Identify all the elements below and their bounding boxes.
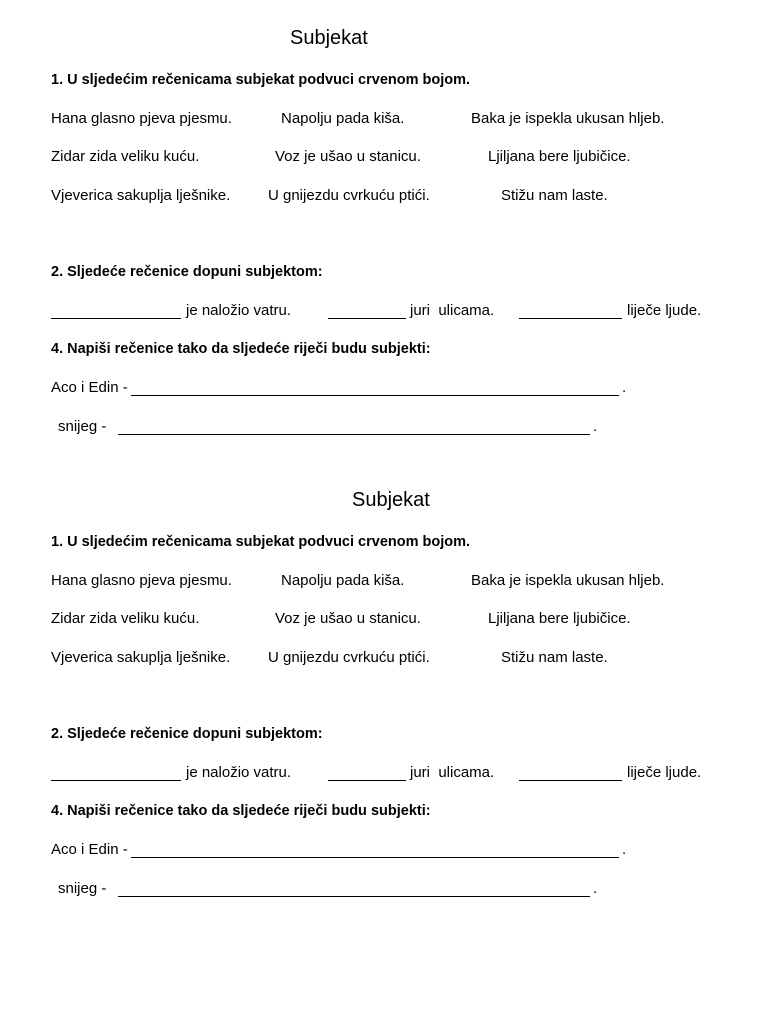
end-mark: . (593, 418, 598, 435)
worksheet-2 (0, 462, 768, 922)
sentence: Hana glasno pjeva pjesmu. (51, 572, 232, 589)
end-mark: . (622, 841, 627, 858)
answer-line[interactable] (131, 383, 619, 396)
question-1-heading: 1. U sljedećim rečenicama subjekat podvuci crvenom bojom. (51, 534, 471, 550)
sentence: Vjeverica sakuplja lješnike. (51, 187, 231, 204)
worksheet-title: Subjekat (290, 27, 368, 49)
sentence-part: juri ulicama. (410, 764, 495, 781)
end-mark: . (622, 379, 627, 396)
sentence: Vjeverica sakuplja lješnike. (51, 649, 231, 666)
question-1-heading: 1. U sljedećim rečenicama subjekat podvuci crvenom bojom. (51, 72, 471, 88)
subject-blank[interactable] (328, 306, 406, 319)
sentence: U gnijezdu cvrkuću ptići. (268, 187, 430, 204)
sentence: Stižu nam laste. (501, 649, 608, 666)
question-4-heading: 4. Napiši rečenice tako da sljedeće riječi budu subjekti: (51, 803, 431, 819)
sentence: Ljiljana bere ljubičice. (488, 610, 631, 627)
sentence-part: liječe ljude. (627, 764, 702, 781)
sentence: Voz je ušao u stanicu. (275, 610, 421, 627)
sentence: Baka je ispekla ukusan hljeb. (471, 572, 665, 589)
worksheet-title: Subjekat (352, 489, 430, 511)
subject-blank[interactable] (328, 768, 406, 781)
worksheet-1 (0, 0, 768, 460)
subject-blank[interactable] (51, 306, 181, 319)
question-4-heading: 4. Napiši rečenice tako da sljedeće riječi budu subjekti: (51, 341, 431, 357)
end-mark: . (593, 880, 598, 897)
sentence-part: juri ulicama. (410, 302, 495, 319)
sentence: Ljiljana bere ljubičice. (488, 148, 631, 165)
sentence: Napolju pada kiša. (281, 572, 405, 589)
question-2-heading: 2. Sljedeće rečenice dopuni subjektom: (51, 264, 323, 280)
question-2-heading: 2. Sljedeće rečenice dopuni subjektom: (51, 726, 323, 742)
sentence-part: je naložio vatru. (186, 302, 292, 319)
sentence: Zidar zida veliku kuću. (51, 148, 200, 165)
sentence-part: liječe ljude. (627, 302, 702, 319)
sentence: Zidar zida veliku kuću. (51, 610, 200, 627)
sentence: Stižu nam laste. (501, 187, 608, 204)
answer-line[interactable] (131, 845, 619, 858)
sentence: Voz je ušao u stanicu. (275, 148, 421, 165)
subject-word: snijeg - (58, 418, 107, 435)
subject-blank[interactable] (519, 306, 622, 319)
subject-word: Aco i Edin - (51, 379, 128, 396)
subject-blank[interactable] (51, 768, 181, 781)
sentence: Baka je ispekla ukusan hljeb. (471, 110, 665, 127)
subject-word: snijeg - (58, 880, 107, 897)
subject-blank[interactable] (519, 768, 622, 781)
subject-word: Aco i Edin - (51, 841, 128, 858)
answer-line[interactable] (118, 422, 590, 435)
sentence-part: je naložio vatru. (186, 764, 292, 781)
sentence: Napolju pada kiša. (281, 110, 405, 127)
sentence: U gnijezdu cvrkuću ptići. (268, 649, 430, 666)
sentence: Hana glasno pjeva pjesmu. (51, 110, 232, 127)
answer-line[interactable] (118, 884, 590, 897)
